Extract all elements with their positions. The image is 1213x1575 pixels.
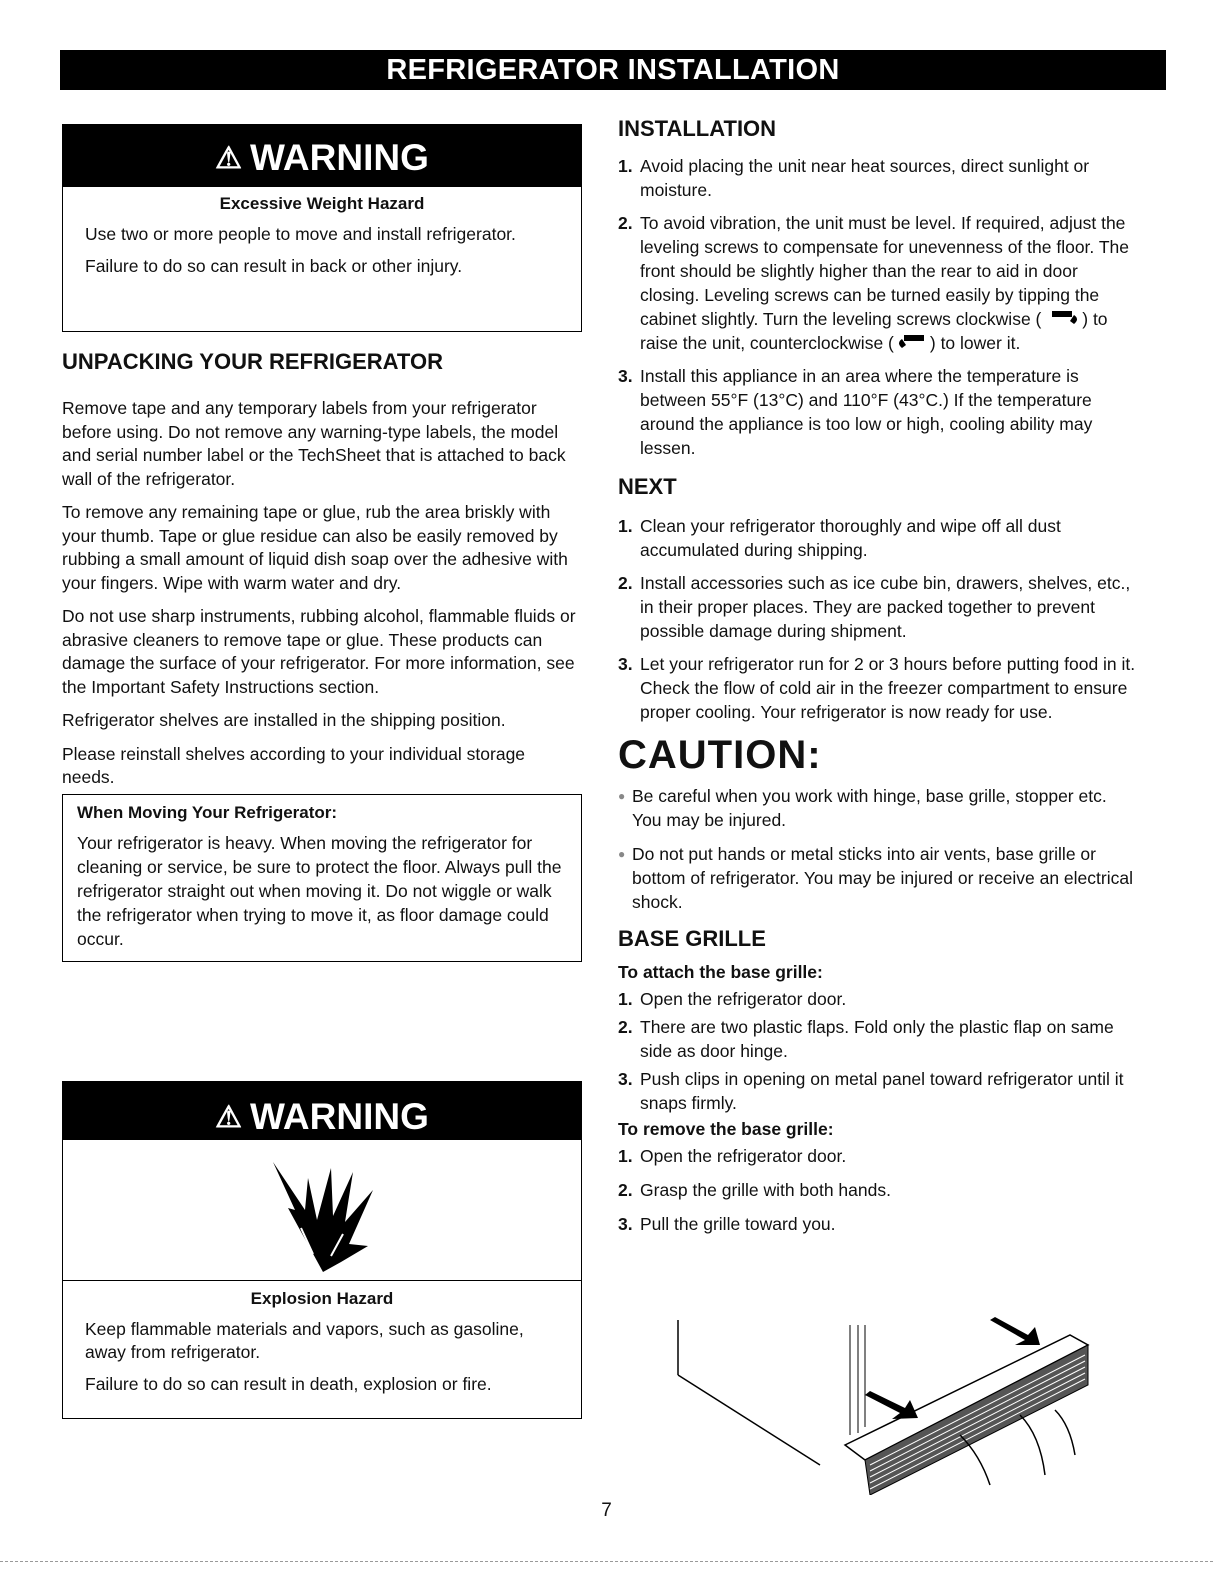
- bullet-icon: ●: [618, 789, 626, 803]
- bullet-icon: ●: [618, 847, 626, 861]
- list-item: 3. Push clips in opening on metal panel toward refrigerator until it snaps firmly.: [618, 1069, 1124, 1113]
- moving-note-title: When Moving Your Refrigerator:: [77, 802, 338, 822]
- explosion-warning-box: [62, 1081, 582, 1419]
- unpacking-paragraph: To remove any remaining tape or glue, rub the area briskly with your thumb. Tape or glue residue can also be easily removed by rubbing a small amount of liquid dish soap over the adhesive with your fingers. Wipe with warm water and dry.: [62, 502, 568, 593]
- weight-warning-box: [62, 124, 582, 332]
- warning-triangle-icon: ⚠: [215, 1101, 243, 1134]
- list-item: 1. Clean your refrigerator thoroughly and wipe off all dust accumulated during shipping.: [618, 516, 1061, 560]
- right-column: [618, 116, 1138, 1246]
- counterclockwise-arrow-icon: [894, 333, 930, 351]
- warning-subtitle: Explosion Hazard: [250, 1289, 394, 1308]
- list-item: ● Be careful when you work with hinge, base grille, stopper etc. You may be injured.: [618, 786, 1107, 830]
- warning-line: Keep flammable materials and vapors, such as gasoline, away from refrigerator.: [85, 1319, 524, 1362]
- unpacking-paragraph: Do not use sharp instruments, rubbing alcohol, flammable fluids or abrasive cleaners to remove tape or glue. These products can damage the surface of your refrigerator. For more information, see the Important Safety Instructions section.: [62, 606, 576, 697]
- list-item: 3. Install this appliance in an area where the temperature is between 55°F (13°C) and 110°F (43°C.) If the temperature around the appliance is too low or high, cooling ability may lessen.: [618, 366, 1093, 458]
- list-item: ● Do not put hands or metal sticks into air vents, base grille or bottom of refrigerator. You may be injured or receive an electrical shock.: [618, 844, 1133, 912]
- warning-header: [63, 125, 581, 187]
- list-item: 3. Pull the grille toward you.: [618, 1214, 836, 1234]
- warning-header: [63, 1082, 581, 1140]
- divider: [0, 1561, 1213, 1562]
- next-title: NEXT: [618, 474, 677, 499]
- warning-line: Use two or more people to move and install refrigerator.: [85, 224, 516, 244]
- clockwise-arrow-icon: [1046, 309, 1082, 327]
- list-item: 3. Let your refrigerator run for 2 or 3 hours before putting food in it. Check the flow of cold air in the freezer compartment to ensure proper cooling. Your refrigerator is now ready for use.: [618, 654, 1136, 722]
- warning-triangle-icon: ⚠: [215, 142, 243, 175]
- list-item: 2. There are two plastic flaps. Fold only the plastic flap on same side as door hinge.: [618, 1017, 1114, 1061]
- explosion-icon-area: [63, 1140, 581, 1281]
- next-steps: [618, 514, 1138, 724]
- page-number: 7: [601, 1500, 612, 1521]
- installation-steps: [618, 154, 1138, 460]
- remove-title: To remove the base grille:: [618, 1119, 834, 1139]
- list-item: 2. To avoid vibration, the unit must be level. If required, adjust the leveling screws to compensate for unevenness of the floor. The front should be slightly higher than the rear to aid in door closing. Leveling screws can be turned easily by tipping the cabinet slightly. Turn the leveling screws clockwise ( ) to raise the unit, counterclockwise ( ) to lower it.: [618, 213, 1129, 353]
- warning-title: WARNING: [250, 1096, 429, 1137]
- attach-steps: [618, 987, 1138, 1115]
- remove-steps: [618, 1144, 1138, 1236]
- caution-title: CAUTION:: [618, 733, 822, 777]
- list-item: 2. Install accessories such as ice cube bin, drawers, shelves, etc., in their proper places. They are packed together to prevent possible damage during shipment.: [618, 573, 1131, 641]
- unpacking-title: UNPACKING YOUR REFRIGERATOR: [62, 349, 443, 374]
- moving-note-text: Your refrigerator is heavy. When moving the refrigerator for cleaning or service, be sure to protect the floor. Always pull the refrigerator straight out when moving it. Do not wiggle or walk the refrigerator when trying to move it, as floor damage could occur.: [77, 832, 562, 949]
- warning-line: Failure to do so can result in death, explosion or fire.: [85, 1374, 492, 1394]
- arrow-icon: [865, 1391, 918, 1419]
- base-grille-illustration: [660, 1315, 1110, 1495]
- warning-title: WARNING: [250, 137, 429, 178]
- warning-line: Failure to do so can result in back or other injury.: [85, 256, 463, 276]
- list-item: 2. Grasp the grille with both hands.: [618, 1180, 891, 1200]
- list-item: 1. Open the refrigerator door.: [618, 989, 847, 1009]
- list-item: 1. Open the refrigerator door.: [618, 1146, 847, 1166]
- arrow-icon: [990, 1317, 1040, 1345]
- moving-note-box: [62, 794, 582, 962]
- unpacking-paragraph: Please reinstall shelves according to your individual storage needs.: [62, 743, 526, 787]
- installation-title: INSTALLATION: [618, 116, 777, 141]
- page-banner: REFRIGERATOR INSTALLATION: [60, 50, 1166, 90]
- attach-title: To attach the base grille:: [618, 962, 823, 982]
- unpacking-paragraph: Refrigerator shelves are installed in the shipping position.: [62, 710, 506, 730]
- explosion-icon: [253, 1150, 393, 1280]
- caution-bullets: [618, 784, 1138, 914]
- list-item: 1. Avoid placing the unit near heat sources, direct sunlight or moisture.: [618, 156, 1090, 200]
- unpacking-paragraph: Remove tape and any temporary labels from your refrigerator before using. Do not remove any warning-type labels, the model and serial number label or the TechSheet that is attached to back wall of the refrigerator.: [62, 398, 566, 489]
- warning-subtitle: Excessive Weight Hazard: [219, 194, 425, 213]
- left-column: [62, 124, 582, 962]
- base-grille-title: BASE GRILLE: [618, 926, 766, 951]
